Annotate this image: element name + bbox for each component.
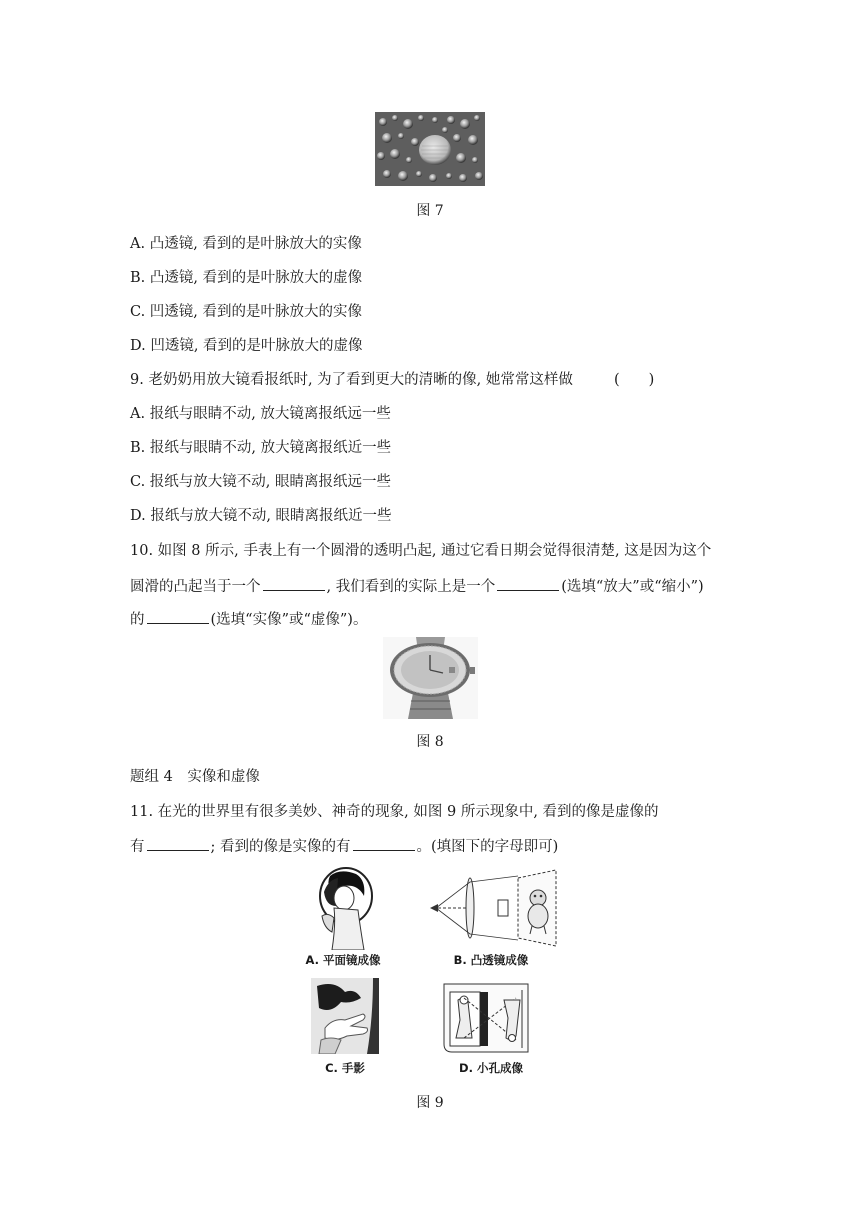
group-4-title: 题组 4 实像和虚像 xyxy=(130,769,260,785)
figure-7-water-drops-photo xyxy=(375,112,485,186)
answer-blank xyxy=(353,836,415,851)
q9-answer-bracket: ( ) xyxy=(614,372,655,388)
figure-9a-plane-mirror-drawing xyxy=(310,866,380,950)
q8-option-b: B. 凸透镜, 看到的是叶脉放大的虚像 xyxy=(130,270,363,286)
q10-text: (选填“实像”或“虚像”)。 xyxy=(210,612,368,628)
q9-option-d: D. 报纸与放大镜不动, 眼睛离报纸近一些 xyxy=(130,508,392,524)
answer-blank xyxy=(147,609,209,624)
q10-text: , 我们看到的实际上是一个 xyxy=(326,579,496,595)
figure-9-caption: 图 9 xyxy=(416,1095,444,1111)
q10-text: 圆滑的凸起当于一个 xyxy=(130,579,261,595)
figure-9b-label: B. 凸透镜成像 xyxy=(453,953,529,967)
q11-line-2 xyxy=(130,836,558,857)
figure-8-watch-photo xyxy=(383,637,478,719)
q10-line-2 xyxy=(130,576,704,597)
q9-stem: 9. 老奶奶用放大镜看报纸时, 为了看到更大的清晰的像, 她常常这样做 xyxy=(130,372,573,388)
figure-9b-convex-lens-drawing xyxy=(426,868,560,948)
q8-option-a: A. 凸透镜, 看到的是叶脉放大的实像 xyxy=(130,236,362,252)
answer-blank xyxy=(147,836,209,851)
q9-option-c: C. 报纸与放大镜不动, 眼睛离报纸远一些 xyxy=(130,474,392,490)
figure-8-caption: 图 8 xyxy=(416,734,444,750)
q10-line-3 xyxy=(130,609,367,630)
answer-blank xyxy=(497,576,559,591)
q10-line-1: 10. 如图 8 所示, 手表上有一个圆滑的透明凸起, 通过它看日期会觉得很清楚, 这是因为这个 xyxy=(130,543,712,559)
figure-9a-label: A. 平面镜成像 xyxy=(305,953,381,967)
q8-option-d: D. 凹透镜, 看到的是叶脉放大的虚像 xyxy=(130,338,363,354)
q11-text: ; 看到的像是实像的有 xyxy=(210,839,351,855)
q11-line-1: 11. 在光的世界里有很多美妙、神奇的现象, 如图 9 所示现象中, 看到的像是虚像的 xyxy=(130,804,659,820)
q10-text: (选填“放大”或“缩小”) xyxy=(561,579,704,595)
q11-text: 有 xyxy=(130,839,145,855)
figure-9c-hand-shadow-drawing xyxy=(311,978,379,1054)
figure-9c-label: C. 手影 xyxy=(325,1061,365,1075)
q9-option-a: A. 报纸与眼睛不动, 放大镜离报纸远一些 xyxy=(130,406,391,422)
q10-text: 的 xyxy=(130,612,145,628)
figure-9d-pinhole-imaging-drawing xyxy=(440,980,532,1056)
q8-option-c: C. 凹透镜, 看到的是叶脉放大的实像 xyxy=(130,304,363,320)
figure-7-caption: 图 7 xyxy=(416,203,444,219)
q11-text: 。(填图下的字母即可) xyxy=(416,839,559,855)
figure-9d-label: D. 小孔成像 xyxy=(459,1061,523,1075)
q9-option-b: B. 报纸与眼睛不动, 放大镜离报纸近一些 xyxy=(130,440,392,456)
answer-blank xyxy=(263,576,325,591)
